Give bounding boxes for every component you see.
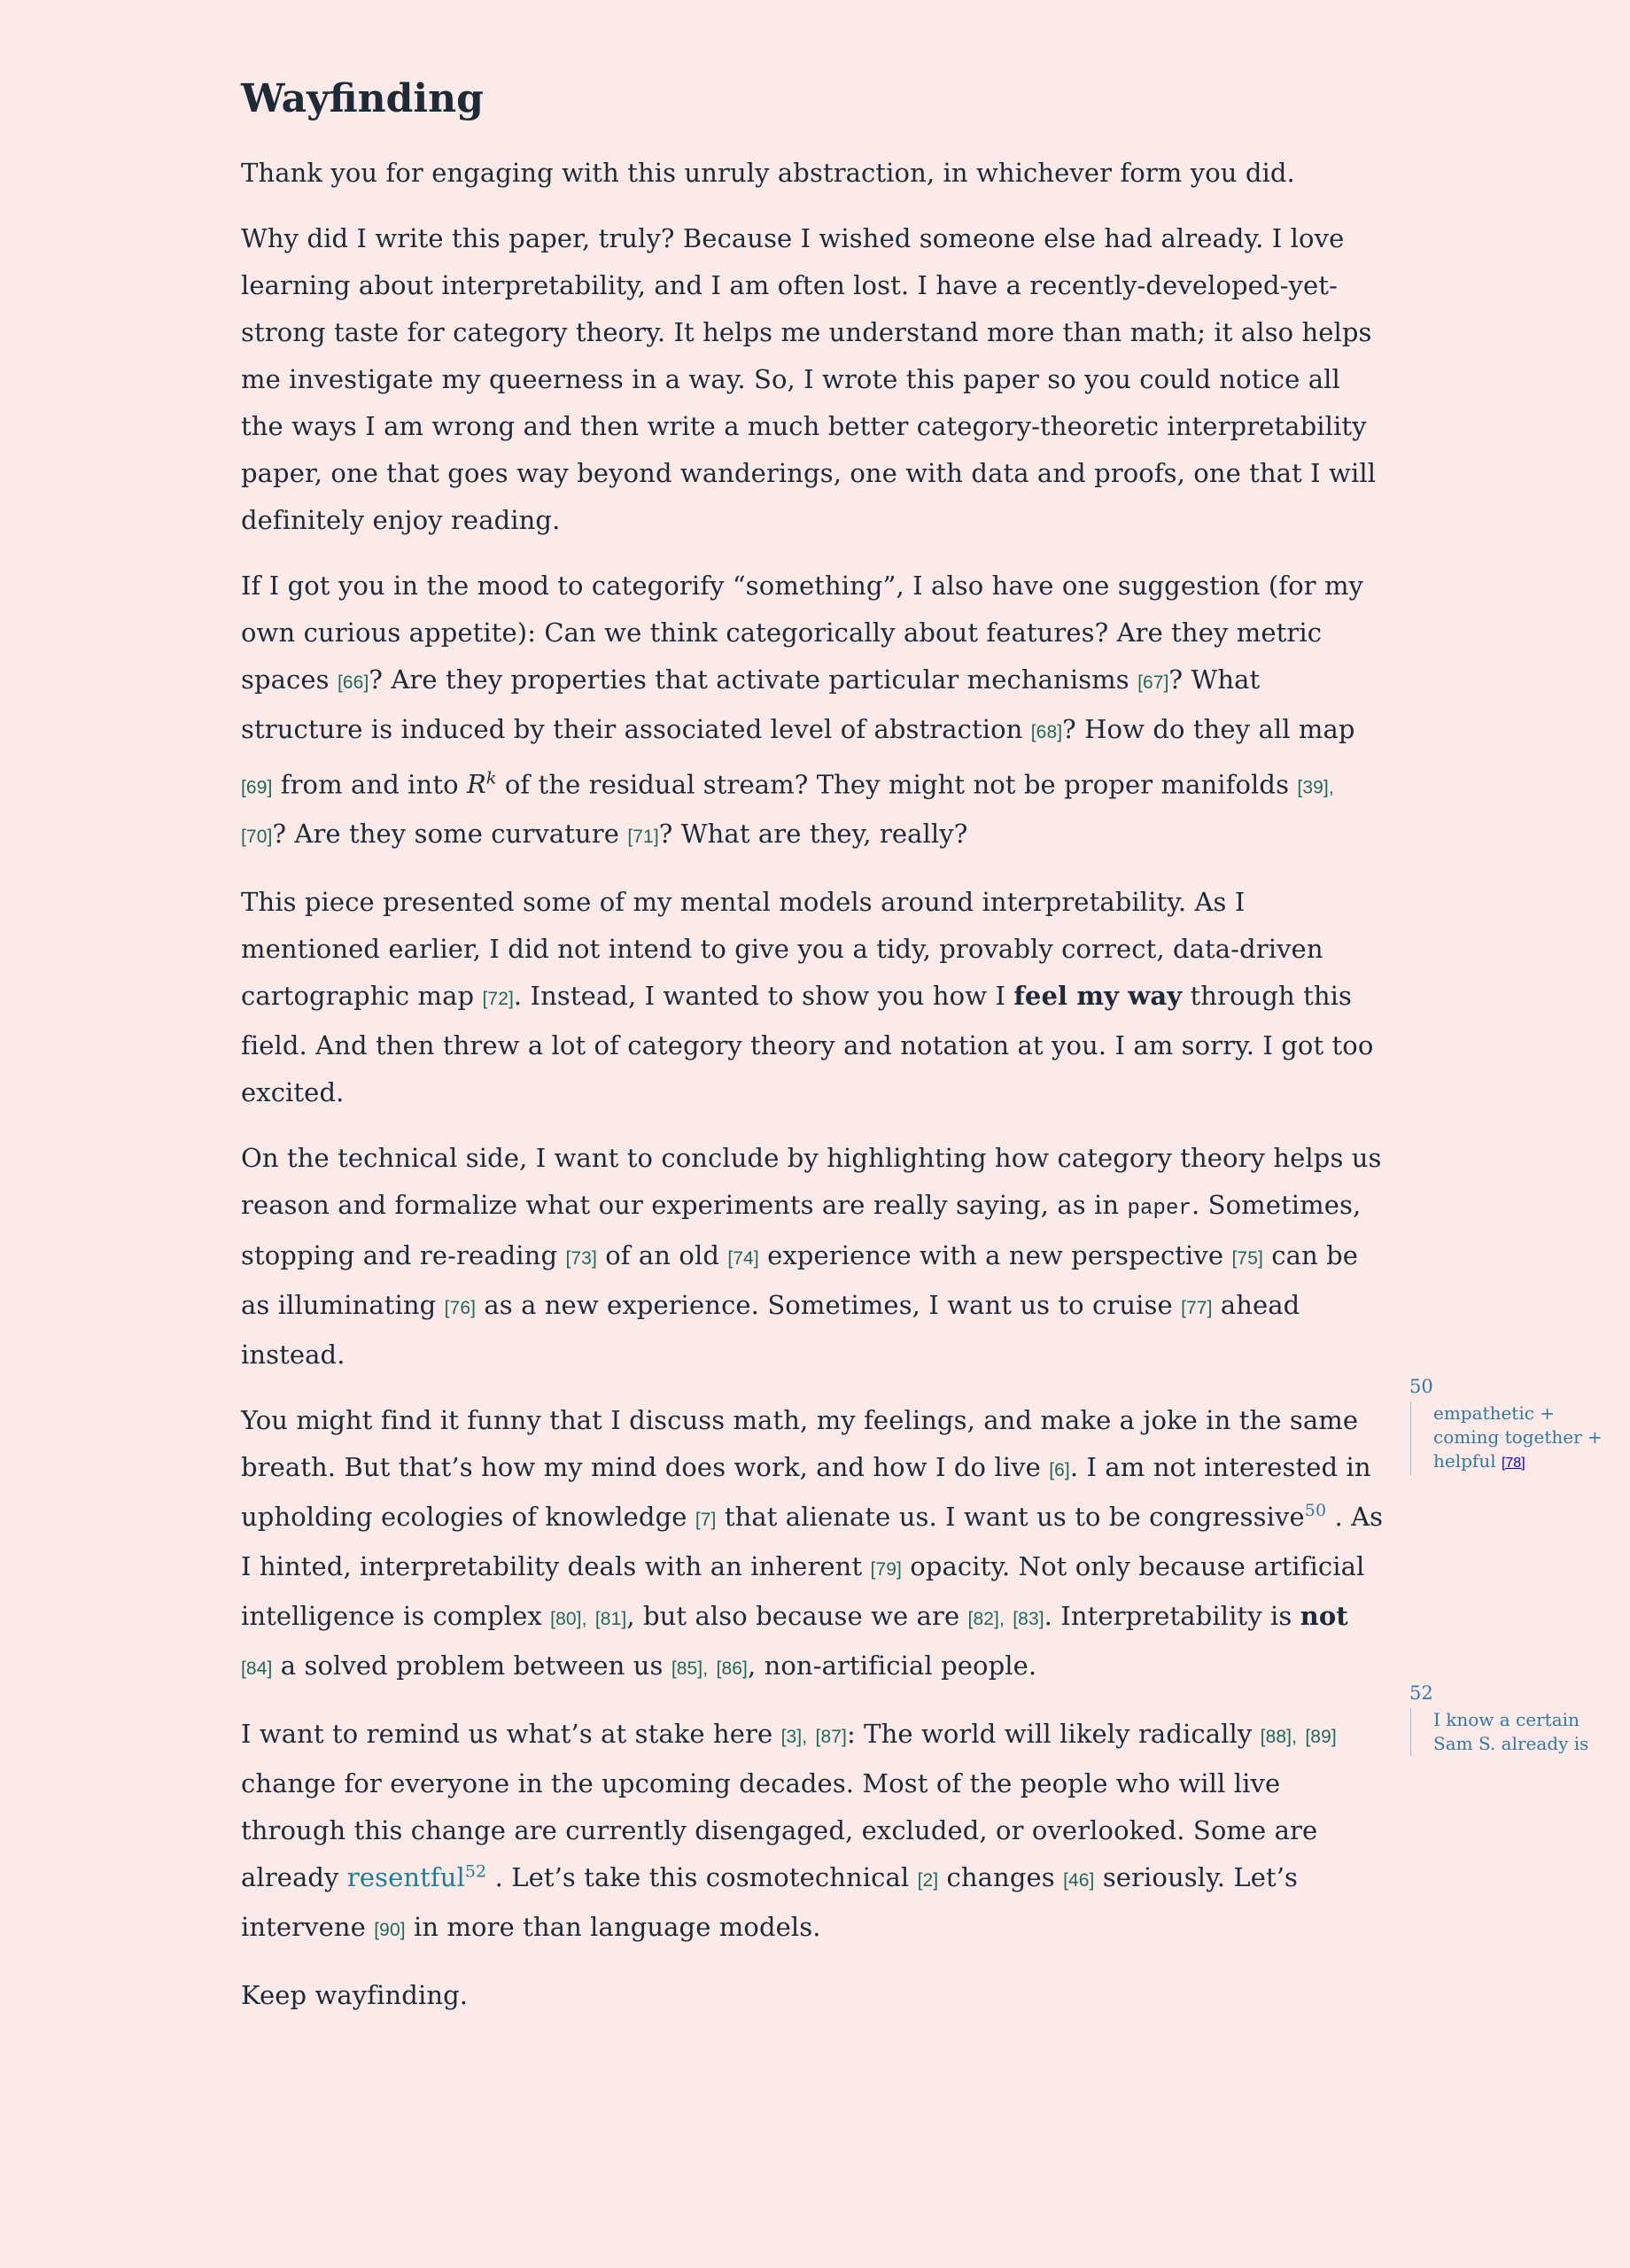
citation-link[interactable]: [87] (815, 1727, 847, 1748)
main-content (241, 76, 1384, 2038)
sidenote-text: I know a certain Sam S. already is (1410, 1708, 1617, 1756)
citation-link[interactable]: [71] (627, 827, 659, 848)
citation-link[interactable]: [79] (870, 1559, 902, 1581)
bold-text: not (1300, 1601, 1348, 1632)
citation-link[interactable]: [80], (550, 1609, 587, 1630)
sidenote-number[interactable]: 50 (1409, 1376, 1433, 1397)
sidenote-number[interactable]: 52 (1409, 1682, 1433, 1704)
paragraph: On the technical side, I want to conclude by highlighting how category theory helps us reason and formalize what our experiments are really saying, as in paper. Sometimes, stopping and re-reading [73] of an old [74] experience with a new perspective [75] can be as illuminating [76] as a new experience. Sometimes, I want us to cruise [77] ahead instead. (241, 1143, 1382, 1371)
sidenote (1409, 1375, 1617, 1475)
sidenote-ref[interactable]: 50 (1304, 1501, 1327, 1521)
paragraph: Keep wayfinding. (241, 1980, 469, 2011)
page-title: Wayfinding (241, 76, 484, 121)
citation-link[interactable]: [66] (337, 672, 369, 693)
citation-link[interactable]: [88], (1260, 1727, 1298, 1748)
citation-link[interactable]: [74] (727, 1248, 759, 1270)
citation-link[interactable]: [73] (565, 1248, 597, 1270)
citation-link[interactable]: [86] (716, 1658, 748, 1680)
citation-link[interactable]: [82], (967, 1609, 1005, 1630)
paragraph: If I got you in the mood to categorify “something”, I also have one suggestion (for my own curious appetite): Can we think categorically about features? Are they metric spaces [66]? Are they properties that activate particular mechanisms [67]? What structure is induced by their associated level of abstraction [68]? How do they all map [69] from and into $R^k$ of the residual stream? They might not be proper manifolds [39], [70]? Are they some curvature [71]? What are they, really? (241, 570, 1364, 850)
citation-link[interactable]: [69] (241, 777, 273, 798)
inline-code: paper (1127, 1197, 1191, 1222)
citation-link[interactable]: [46] (1063, 1870, 1095, 1891)
citation-link[interactable]: [77] (1181, 1298, 1213, 1319)
citation-link[interactable]: [89] (1305, 1727, 1337, 1748)
paragraph: Why did I write this paper, truly? Because I wished someone else had already. I love learning about interpretability, and I am often lost. I have a recently-developed-yet-strong taste for category theory. It helps me understand more than math; it also helps me investigate my queerness in a way. So, I wrote this paper so you could notice all the ways I am wrong and then write a much better category-theoretic interpretability paper, one that goes way beyond wanderings, one with data and proofs, one that I will definitely enjoy reading. (241, 222, 1377, 535)
citation-link[interactable]: [76] (444, 1298, 477, 1319)
citation-link[interactable]: [68] (1030, 721, 1063, 742)
citation-link[interactable]: [70] (241, 827, 273, 848)
paragraph: I want to remind us what’s at stake here [3], [87]: The world will likely radically [88], [89] change for everyone in the upcoming decades. Most of the people who will live through this change are currently disengaged, excluded, or overlooked. Some are already resentful$^{52}$ . Let’s take this cosmotechnical [2] changes [46] seriously. Let’s intervene [90] in more than language models. (241, 1719, 1337, 1943)
citation-link[interactable]: [7] (695, 1510, 717, 1531)
citation-link[interactable]: [85], (671, 1658, 709, 1680)
citation-link[interactable]: [2] (917, 1870, 939, 1891)
citation-link[interactable]: [6] (1049, 1460, 1070, 1481)
bold-text: feel my way (1013, 981, 1183, 1012)
citation-link[interactable]: [90] (374, 1920, 406, 1941)
citation-link[interactable]: [67] (1137, 672, 1169, 693)
citation-link[interactable]: [78] (1501, 1456, 1525, 1471)
citation-link[interactable]: [84] (241, 1658, 273, 1680)
math-expression: $R^k$ (466, 768, 497, 800)
citation-link[interactable]: [39], (1297, 777, 1334, 798)
citation-link[interactable]: [83] (1013, 1609, 1044, 1630)
citation-link[interactable]: [75] (1231, 1248, 1263, 1270)
sidenote-ref: 52 (464, 1861, 487, 1882)
text-link[interactable]: resentful$^{52}$ (346, 1861, 487, 1893)
paragraph: Thank you for engaging with this unruly abstraction, in whichever form you did. (241, 157, 1295, 188)
sidenote-text: empathetic + coming together + helpful [78] (1410, 1402, 1617, 1475)
paragraph: This piece presented some of my mental models around interpretability. As I mentioned earlier, I did not intend to give you a tidy, provably correct, data-driven cartographic map [72]. Instead, I wanted to show you how I feel my way through this field. And then threw a lot of category theory and notation at you. I am sorry. I got too excited. (241, 887, 1374, 1108)
citation-link[interactable]: [72] (482, 989, 514, 1010)
paragraph: You might find it funny that I discuss math, my feelings, and make a joke in the same breath. But that’s how my mind does work, and how I do live [6]. I am not interested in upholding ecologies of knowledge [7] that alienate us. I want us to be congressive$^{50}$ . As I hinted, interpretability deals with an inherent [79] opacity. Not only because artificial intelligence is complex [80], [81], but also because we are [82], [83]. Interpretability is not [84] a solved problem between us [85], [86], non-artificial people. (241, 1405, 1384, 1682)
citation-link[interactable]: [3], (780, 1727, 808, 1748)
citation-link[interactable]: [81] (594, 1609, 627, 1630)
body-paragraphs (241, 150, 1384, 2020)
sidenote (1409, 1682, 1617, 1756)
